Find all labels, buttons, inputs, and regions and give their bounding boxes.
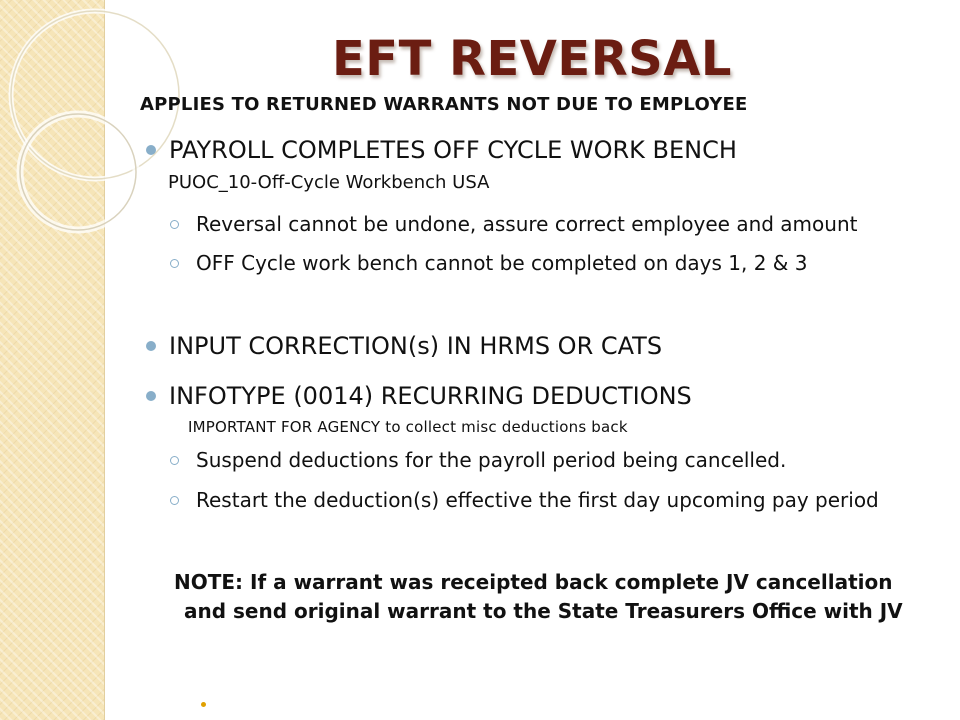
subbullet-ring [170, 496, 179, 505]
subbullet-suspend [170, 448, 786, 472]
subbullet-ring [170, 220, 179, 229]
bullet-subtext: PUOC_10-Off-Cycle Workbench USA [168, 172, 490, 193]
note-text: NOTE: If a warrant was receipted back complete JV cancellation and send original warrant to the State Treasurers Office with JV [174, 570, 903, 623]
subbullet-off-cycle [170, 251, 807, 275]
subbullet-restart [170, 488, 879, 512]
subbullet-ring [170, 259, 179, 268]
subbullet-text: Restart the deduction(s) effective the first day upcoming pay period [196, 488, 879, 512]
bullet-subtext: IMPORTANT FOR AGENCY to collect misc deductions back [188, 418, 628, 436]
accent-dot [201, 702, 206, 707]
subbullet-text: Reversal cannot be undone, assure correct employee and amount [196, 212, 858, 236]
bullet-dot [146, 391, 156, 401]
subbullet-ring [170, 456, 179, 465]
bullet-text: INPUT CORRECTION(s) IN HRMS OR CATS [169, 332, 663, 360]
subbullet-text: Suspend deductions for the payroll period being cancelled. [196, 448, 787, 472]
bullet-text: PAYROLL COMPLETES OFF CYCLE WORK BENCH [169, 136, 737, 164]
bullet-payroll [146, 136, 737, 164]
bullet-dot [146, 341, 156, 351]
bullet-dot [146, 145, 156, 155]
bullet-text: INFOTYPE (0014) RECURRING DEDUCTIONS [169, 382, 692, 410]
bullet-infotype [146, 382, 692, 410]
slide-subtitle: APPLIES TO RETURNED WARRANTS NOT DUE TO EMPLOYEE [140, 94, 748, 115]
slide-title: EFT REVERSAL [332, 31, 732, 87]
subbullet-text: OFF Cycle work bench cannot be completed on days 1, 2 & 3 [196, 251, 808, 275]
subbullet-reversal [170, 212, 857, 236]
bullet-input-correction [146, 332, 662, 360]
